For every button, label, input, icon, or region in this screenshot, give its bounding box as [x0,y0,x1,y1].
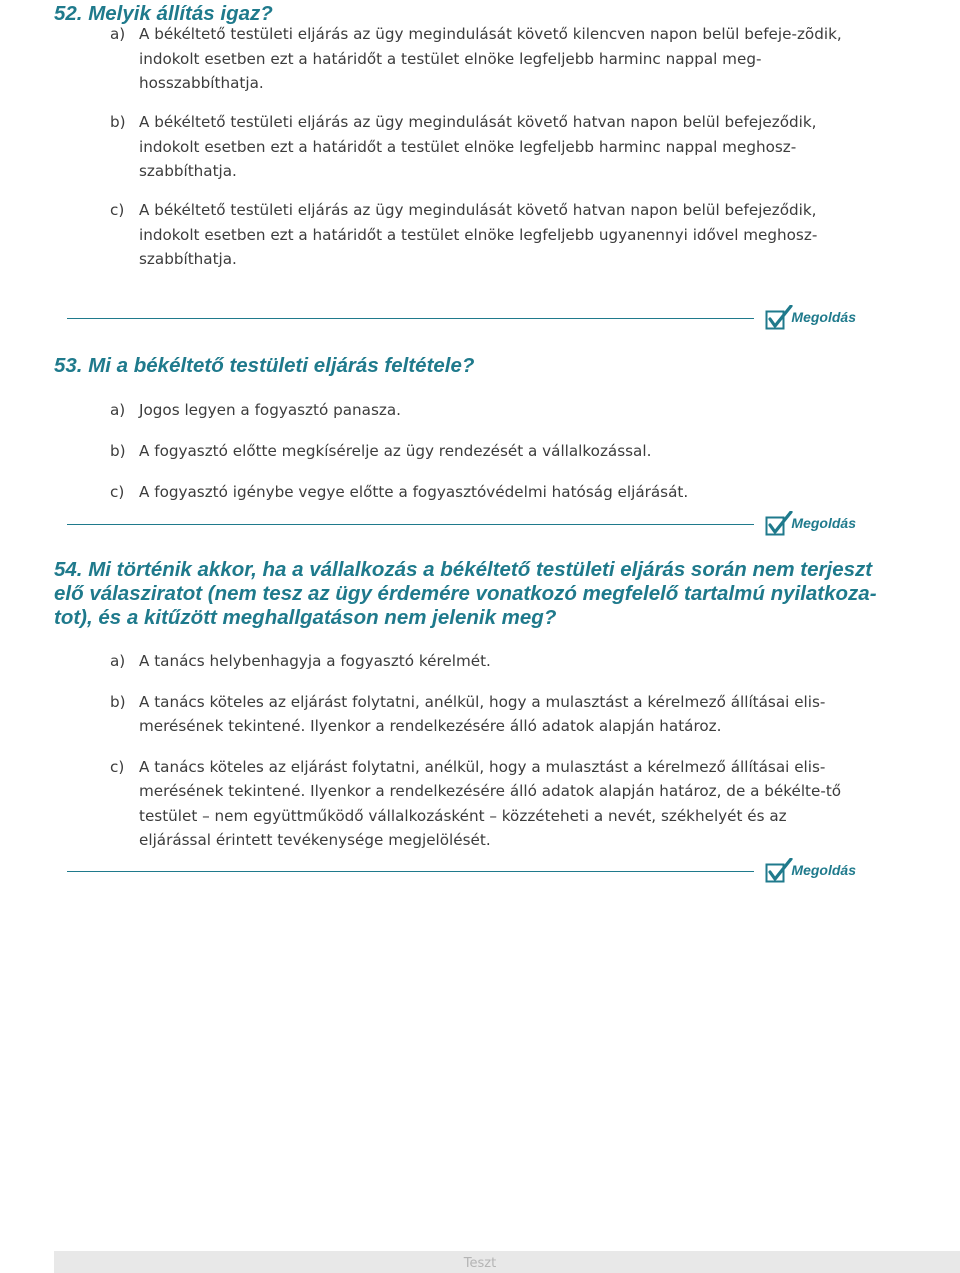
option-a[interactable] [110,22,855,96]
option-letter: b) [110,113,126,131]
solution-row-52 [54,304,856,332]
question-52-options [110,22,855,286]
option-text: Jogos legyen a fogyasztó panasza. [139,401,401,419]
check-box-icon[interactable] [765,305,793,331]
divider-line [67,871,754,872]
option-text: A tanács köteles az eljárást folytatni, anélkül, hogy a mulasztást a kérelmező állításai elis-merésének tekintené. Ilyenkor a rendelkezésére álló adatok alapján határoz, de a békélte-tő testület – nem együttműködő vállalkozásként – közzéteheti a nevét, székhelyét és az eljárással érintett tevékenysége megjelölését. [139,757,842,849]
option-letter: c) [110,201,125,219]
divider-line [67,318,754,319]
solution-row-53 [54,510,856,538]
option-b[interactable] [110,439,855,464]
option-text: A tanács helybenhagyja a fogyasztó kérelmét. [139,652,491,670]
option-letter: a) [110,25,126,43]
question-53-options [110,398,855,521]
option-text: A fogyasztó előtte megkísérelje az ügy rendezését a vállalkozással. [139,442,652,460]
option-text: A békéltető testületi eljárás az ügy megindulását követő hatvan napon belül befejeződik, indokolt esetben ezt a határidőt a testület elnöke legfeljebb harminc nappal meghosz-szabbíthatja. [139,113,817,180]
check-box-icon[interactable] [765,511,793,537]
option-letter: b) [110,442,126,460]
check-box-icon[interactable] [765,858,793,884]
divider-line [67,524,754,525]
option-letter: a) [110,652,126,670]
option-text: A tanács köteles az eljárást folytatni, anélkül, hogy a mulasztást a kérelmező állításai elis-merésének tekintené. Ilyenkor a rendelkezésére álló adatok alapján határoz. [139,692,826,735]
option-text: A békéltető testületi eljárás az ügy megindulását követő kilencven napon belül befeje-zõdik, indokolt esetben ezt a határidőt a testület elnöke legfeljebb harminc nappal meg-hosszabbíthatja. [139,25,842,92]
question-53-title: 53. Mi a békéltető testületi eljárás feltétele? [54,354,475,377]
question-52-title: 52. Melyik állítás igaz? [54,2,273,25]
option-b[interactable] [110,110,855,184]
option-letter: a) [110,401,126,419]
option-letter: c) [110,757,125,776]
solution-link[interactable]: Megoldás [791,862,856,878]
option-text: A fogyasztó igénybe vegye előtte a fogyasztóvédelmi hatóság eljárását. [139,483,689,501]
option-letter: b) [110,692,126,711]
option-c[interactable] [110,755,855,853]
option-a[interactable] [110,398,855,423]
question-54-options [110,649,855,869]
question-54-title: 54. Mi történik akkor, ha a vállalkozás a békéltető testületi eljárás során nem terjeszt elő válasziratot (nem tesz az ügy érdemére vonatkozó megfelelő tartalmú nyilatkoza-tot), és a kitűzött meghallgatáson nem jelenik meg? [54,558,877,629]
option-a[interactable] [110,649,855,674]
solution-link[interactable]: Megoldás [791,309,856,325]
footer-label: Teszt [463,1256,497,1271]
solution-link[interactable]: Megoldás [791,515,856,531]
option-letter: c) [110,483,125,501]
option-c[interactable] [110,198,855,272]
option-b[interactable] [110,690,855,739]
solution-row-54 [54,857,856,885]
option-c[interactable] [110,480,855,505]
option-text: A békéltető testületi eljárás az ügy megindulását követő hatvan napon belül befejeződik, indokolt esetben ezt a határidőt a testület elnöke legfeljebb ugyanennyi idővel meghosz-szabbíthatja. [139,201,818,268]
